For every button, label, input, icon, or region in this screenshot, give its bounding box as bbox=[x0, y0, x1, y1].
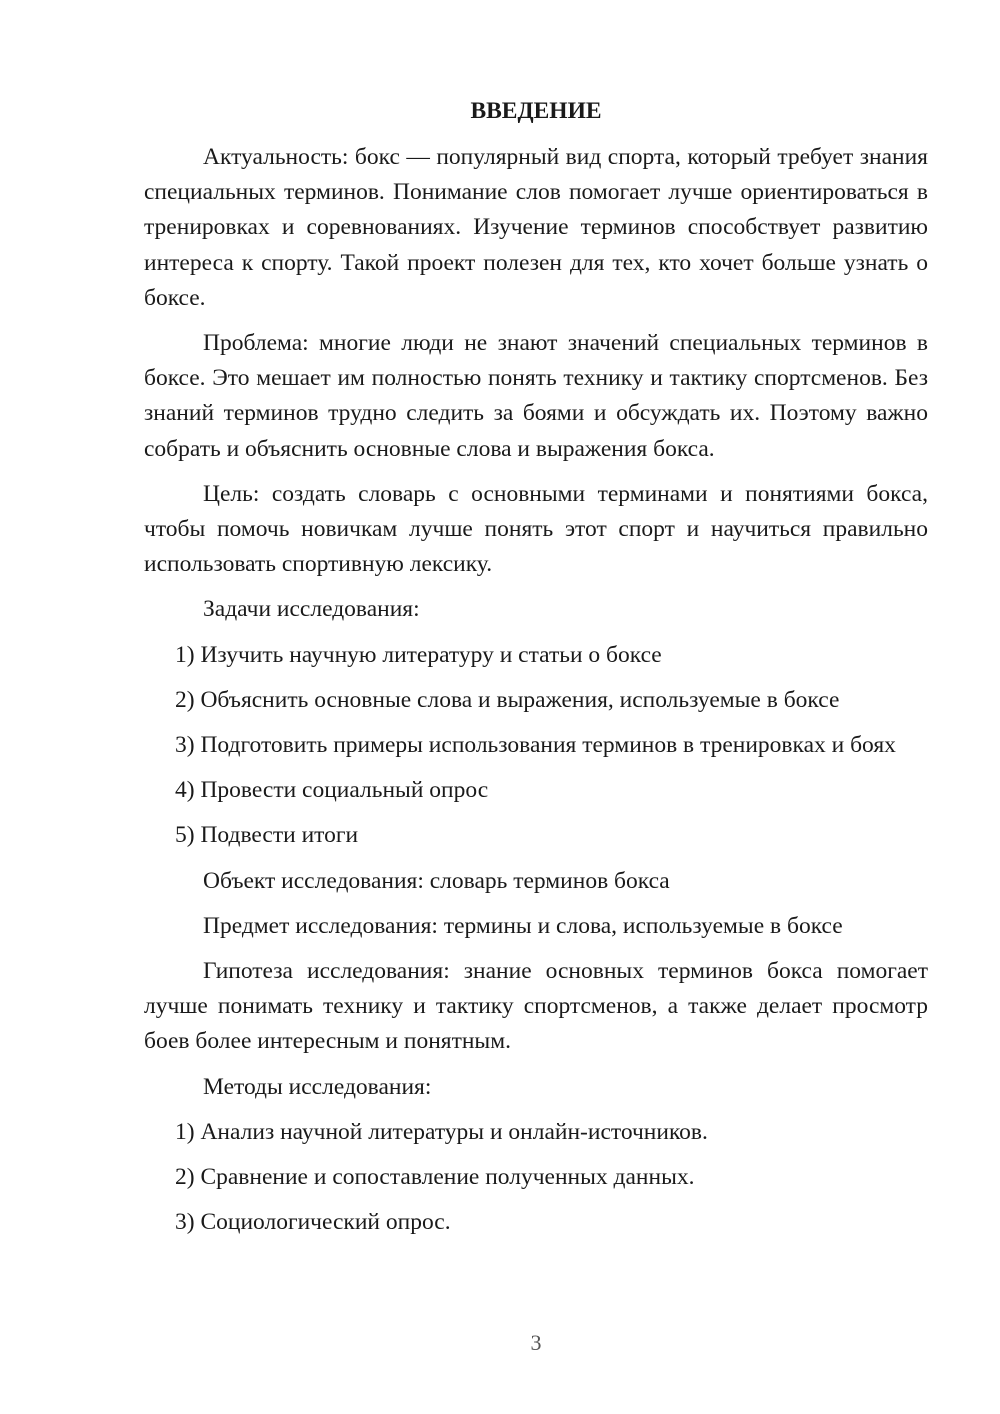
task-item: 5) Подвести итоги bbox=[175, 822, 359, 849]
problem-paragraph: Проблема: многие люди не знают значений специальных терминов в боксе. Это мешает им полностью понять технику и тактику спортсменов. Без знаний терминов трудно следить за боями и обсуждать их. Поэтому важно собрать и объяснить основные слова и выражения бокса. bbox=[144, 330, 928, 462]
method-item: 3) Социологический опрос. bbox=[175, 1209, 451, 1236]
hypothesis-paragraph: Гипотеза исследования: знание основных терминов бокса помогает лучше понимать технику и тактику спортсменов, а также делает просмотр боев более интересным и понятным. bbox=[144, 958, 928, 1055]
task-item: 4) Провести социальный опрос bbox=[175, 777, 489, 804]
relevance-paragraph: Актуальность: бокс — популярный вид спорта, который требует знания специальных терминов. Понимание слов помогает лучше ориентироваться в тренировках и соревнованиях. Изучение терминов способствует развитию интереса к спорту. Такой проект полезен для тех, кто хочет больше узнать о боксе. bbox=[144, 144, 928, 311]
page-number: 3 bbox=[530, 1330, 542, 1355]
method-item: 2) Сравнение и сопоставление полученных данных. bbox=[175, 1164, 695, 1191]
page-content bbox=[144, 92, 928, 1250]
tasks-label: Задачи исследования: bbox=[203, 596, 420, 623]
task-item: 1) Изучить научную литературу и статьи о боксе bbox=[175, 641, 662, 668]
object-line: Объект исследования: словарь терминов бокса bbox=[203, 867, 670, 894]
section-heading: ВВЕДЕНИЕ bbox=[470, 98, 602, 124]
method-item: 1) Анализ научной литературы и онлайн-источников. bbox=[175, 1118, 708, 1145]
subject-line: Предмет исследования: термины и слова, используемые в боксе bbox=[203, 912, 843, 939]
task-item: 3) Подготовить примеры использования терминов в тренировках и боях bbox=[175, 732, 896, 759]
task-item: 2) Объяснить основные слова и выражения, используемые в боксе bbox=[175, 686, 840, 713]
methods-label: Методы исследования: bbox=[203, 1073, 432, 1100]
goal-paragraph: Цель: создать словарь с основными терминами и понятиями бокса, чтобы помочь новичкам лучше понять этот спорт и научиться правильно использовать спортивную лексику. bbox=[144, 480, 928, 578]
